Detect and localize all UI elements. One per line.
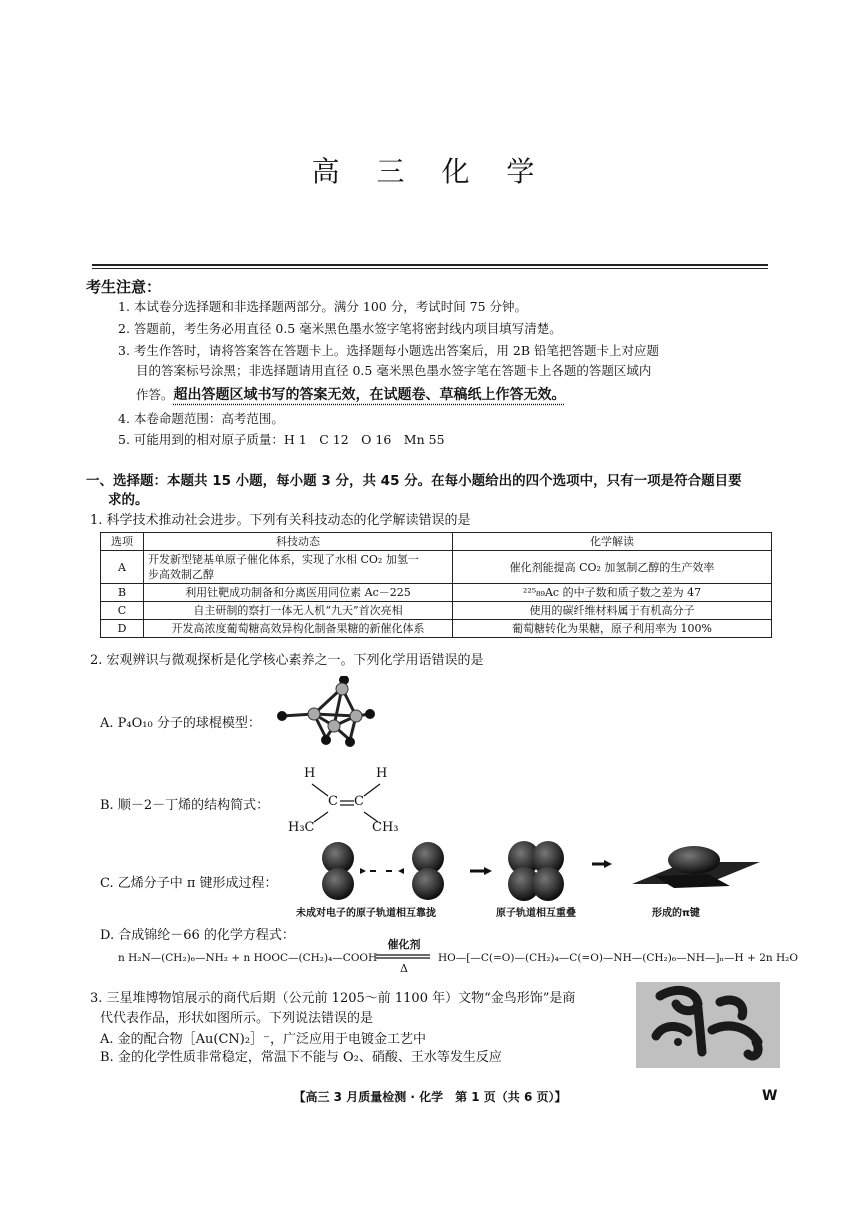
reading-cell: 使用的碳纤维材料属于有机高分子 [453,602,772,620]
question-2-stem: 2. 宏观辨识与微观探析是化学核心素养之一。下列化学用语错误的是 [90,653,484,668]
table-row [101,602,772,620]
table-header-row [101,533,772,551]
table-row [101,551,772,584]
table-header: 科技动态 [144,533,453,551]
notice-item: 2. 答题前，考生务必用直径 0.5 毫米黑色墨水签字笔将密封线内项目填写清楚。 [118,321,562,336]
footer-mark: W [762,1088,778,1104]
reading-cell: 催化剂能提高 CO₂ 加氢制乙醇的生产效率 [453,551,772,584]
equation-catalyst: 催化剂 [387,938,421,951]
table-header: 化学解读 [453,533,772,551]
atom-label: CH₃ [372,820,399,835]
question-2-option-a: A. P₄O₁₀ 分子的球棍模型： [100,716,261,731]
ball-stick-model-icon [274,676,384,756]
question-1-table [100,532,772,638]
option-cell: B [101,584,144,602]
notice-heading: 考生注意： [86,278,162,296]
atom-label: C [328,794,338,809]
option-cell: C [101,602,144,620]
atom-label: H [376,766,388,781]
orbital-caption: 形成的π键 [652,908,700,919]
trend-cell: 利用钍靶成功制备和分离医用同位素 Ac－225 [144,584,453,602]
page-footer: 【高三 3 月质量检测 · 化学 第 1 页（共 6 页）】 [293,1090,567,1104]
equation-heat: Δ [400,962,408,975]
notice-item: 5. 可能用到的相对原子质量：H 1 C 12 O 16 Mn 55 [118,432,445,447]
notice-item-prefix [136,386,796,404]
bond-lines-icon [288,764,418,838]
question-2-option-b: B. 顺－2－丁烯的结构简式： [100,798,270,813]
question-1-stem: 1. 科学技术推动社会进步。下列有关科技动态的化学解读错误的是 [90,513,471,528]
page-title: 高 三 化 学 [311,155,549,188]
option-cell: D [101,620,144,638]
question-3-stem: 代代表作品，形状如图所示。下列说法错误的是 [100,1011,374,1026]
section-heading-line: 求的。 [108,492,149,508]
trend-line: 开发新型铑基单原子催化体系，实现了水相 CO₂ 加氢一 [148,553,419,566]
question-3-option-b: B. 金的化学性质非常稳定，常温下不能与 O₂、硝酸、王水等发生反应 [100,1050,502,1065]
question-2-option-d: D. 合成锦纶－66 的化学方程式： [100,928,295,943]
atom-label: C [354,794,364,809]
notice-item: 1. 本试卷分选择题和非选择题两部分。满分 100 分，考试时间 75 分钟。 [118,299,528,314]
orbital-caption: 未成对电子的原子轨道相互靠拢 [296,908,436,919]
notice-item: 4. 本卷命题范围：高考范围。 [118,411,284,426]
table-row [101,620,772,638]
trend-cell: 自主研制的察打一体无人机“九天”首次亮相 [144,602,453,620]
equation-rhs: HO—[—C(=O)—(CH₂)₄—C(=O)—NH—(CH₂)₆—NH—]ₙ—H + 2n H₂O [438,952,798,964]
table-row [101,584,772,602]
notice-emphasis: 超出答题区域书写的答案无效，在试题卷、草稿纸上作答无效。 [173,387,566,403]
pi-bond-orbital-icon [310,838,780,904]
question-3-option-a: A. 金的配合物［Au(CN)₂］⁻，广泛应用于电镀金工艺中 [100,1032,426,1047]
divider [92,264,768,266]
divider [92,268,768,269]
notice-item: 作答。 [136,387,174,402]
option-cell: A [101,551,144,584]
section-heading-line: 一、选择题：本题共 15 小题，每小题 3 分，共 45 分。在每小题给出的四个选项中，只有一项是符合题目要 [86,473,742,489]
notice-item: 3. 考生作答时，请将答案答在答题卡上。选择题每小题选出答案后，用 2B 铅笔把答题卡上对应题 [118,343,659,358]
gold-bird-artifact-icon [636,982,780,1068]
reading-cell: 葡萄糖转化为果糖，原子利用率为 100% [453,620,772,638]
trend-cell [144,551,453,584]
section-heading [86,472,786,510]
atom-label: H [304,766,316,781]
question-3-stem: 3. 三星堆博物馆展示的商代后期（公元前 1205～前 1100 年）文物“金鸟形饰”是商 [90,991,576,1006]
notice-item: 目的答案标号涂黑；非选择题请用直径 0.5 毫米黑色墨水签字笔在答题卡上各题的答题区域内 [136,363,652,378]
reading-cell: ²²⁵₈₉Ac 的中子数和质子数之差为 47 [453,584,772,602]
structural-formula [288,764,418,838]
table-header: 选项 [101,533,144,551]
equation-lhs: n H₂N—(CH₂)₆—NH₂ + n HOOC—(CH₂)₄—COOH [118,952,378,964]
atom-label: H₃C [288,820,315,835]
orbital-caption: 原子轨道相互重叠 [496,908,576,919]
question-2-option-c: C. 乙烯分子中 π 键形成过程： [100,876,278,891]
reaction-arrow-icon [374,952,434,962]
trend-cell: 开发高浓度葡萄糖高效异构化制备果糖的新催化体系 [144,620,453,638]
trend-line: 步高效制乙醇 [148,568,214,581]
